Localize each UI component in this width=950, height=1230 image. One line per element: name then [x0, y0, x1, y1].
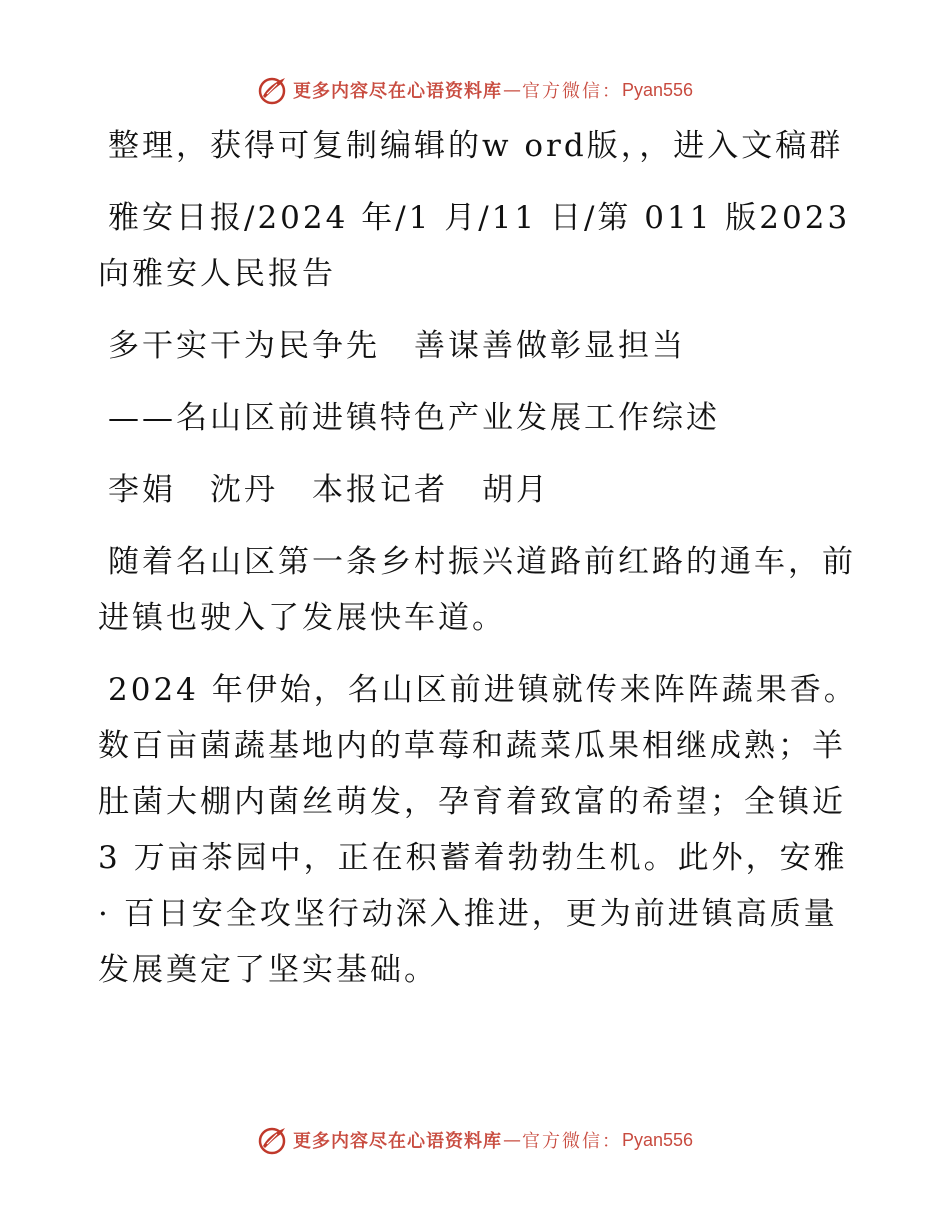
watermark-official-label: 官方微信：	[521, 81, 622, 102]
watermark-wechat-id: Pyan556	[621, 79, 694, 100]
watermark-dash: —	[502, 1129, 521, 1151]
footer-watermark	[0, 1120, 950, 1160]
pen-logo-icon	[257, 74, 289, 106]
watermark-text: 更多内容尽在心语资料库	[292, 1131, 502, 1152]
paragraph-intro: 整理，获得可复制编辑的w ord版，，进入文稿群	[108, 128, 844, 164]
pen-logo-icon	[257, 1124, 289, 1156]
article-subtitle: ——名山区前进镇特色产业发展工作综述	[108, 400, 720, 436]
watermark-dash: —	[502, 79, 521, 101]
watermark-wechat-id: Pyan556	[621, 1129, 694, 1150]
document-body	[98, 118, 858, 1014]
paragraph-body-2: 2024 年伊始，名山区前进镇就传来阵阵蔬果香。数百亩菌蔬基地内的草莓和蔬菜瓜果相继成熟；羊肚菌大棚内菌丝萌发，孕育着致富的希望；全镇近3 万亩茶园中，正在积蓄着勃勃生机。此外，安雅 · 百日安全攻坚行动深入推进，更为前进镇高质量发展奠定了坚实基础。	[98, 672, 858, 988]
article-title: 多干实干为民争先 善谋善做彰显担当	[108, 328, 686, 364]
article-byline: 李娟 沈丹 本报记者 胡月	[108, 472, 550, 508]
watermark-text: 更多内容尽在心语资料库	[292, 81, 502, 102]
paragraph-source: 雅安日报/2024 年/1 月/11 日/第 011 版2023 向雅安人民报告	[98, 200, 851, 292]
paragraph-body-1: 随着名山区第一条乡村振兴道路前红路的通车，前进镇也驶入了发展快车道。	[98, 544, 856, 636]
header-watermark	[0, 70, 950, 110]
watermark-official-label: 官方微信：	[521, 1131, 622, 1152]
